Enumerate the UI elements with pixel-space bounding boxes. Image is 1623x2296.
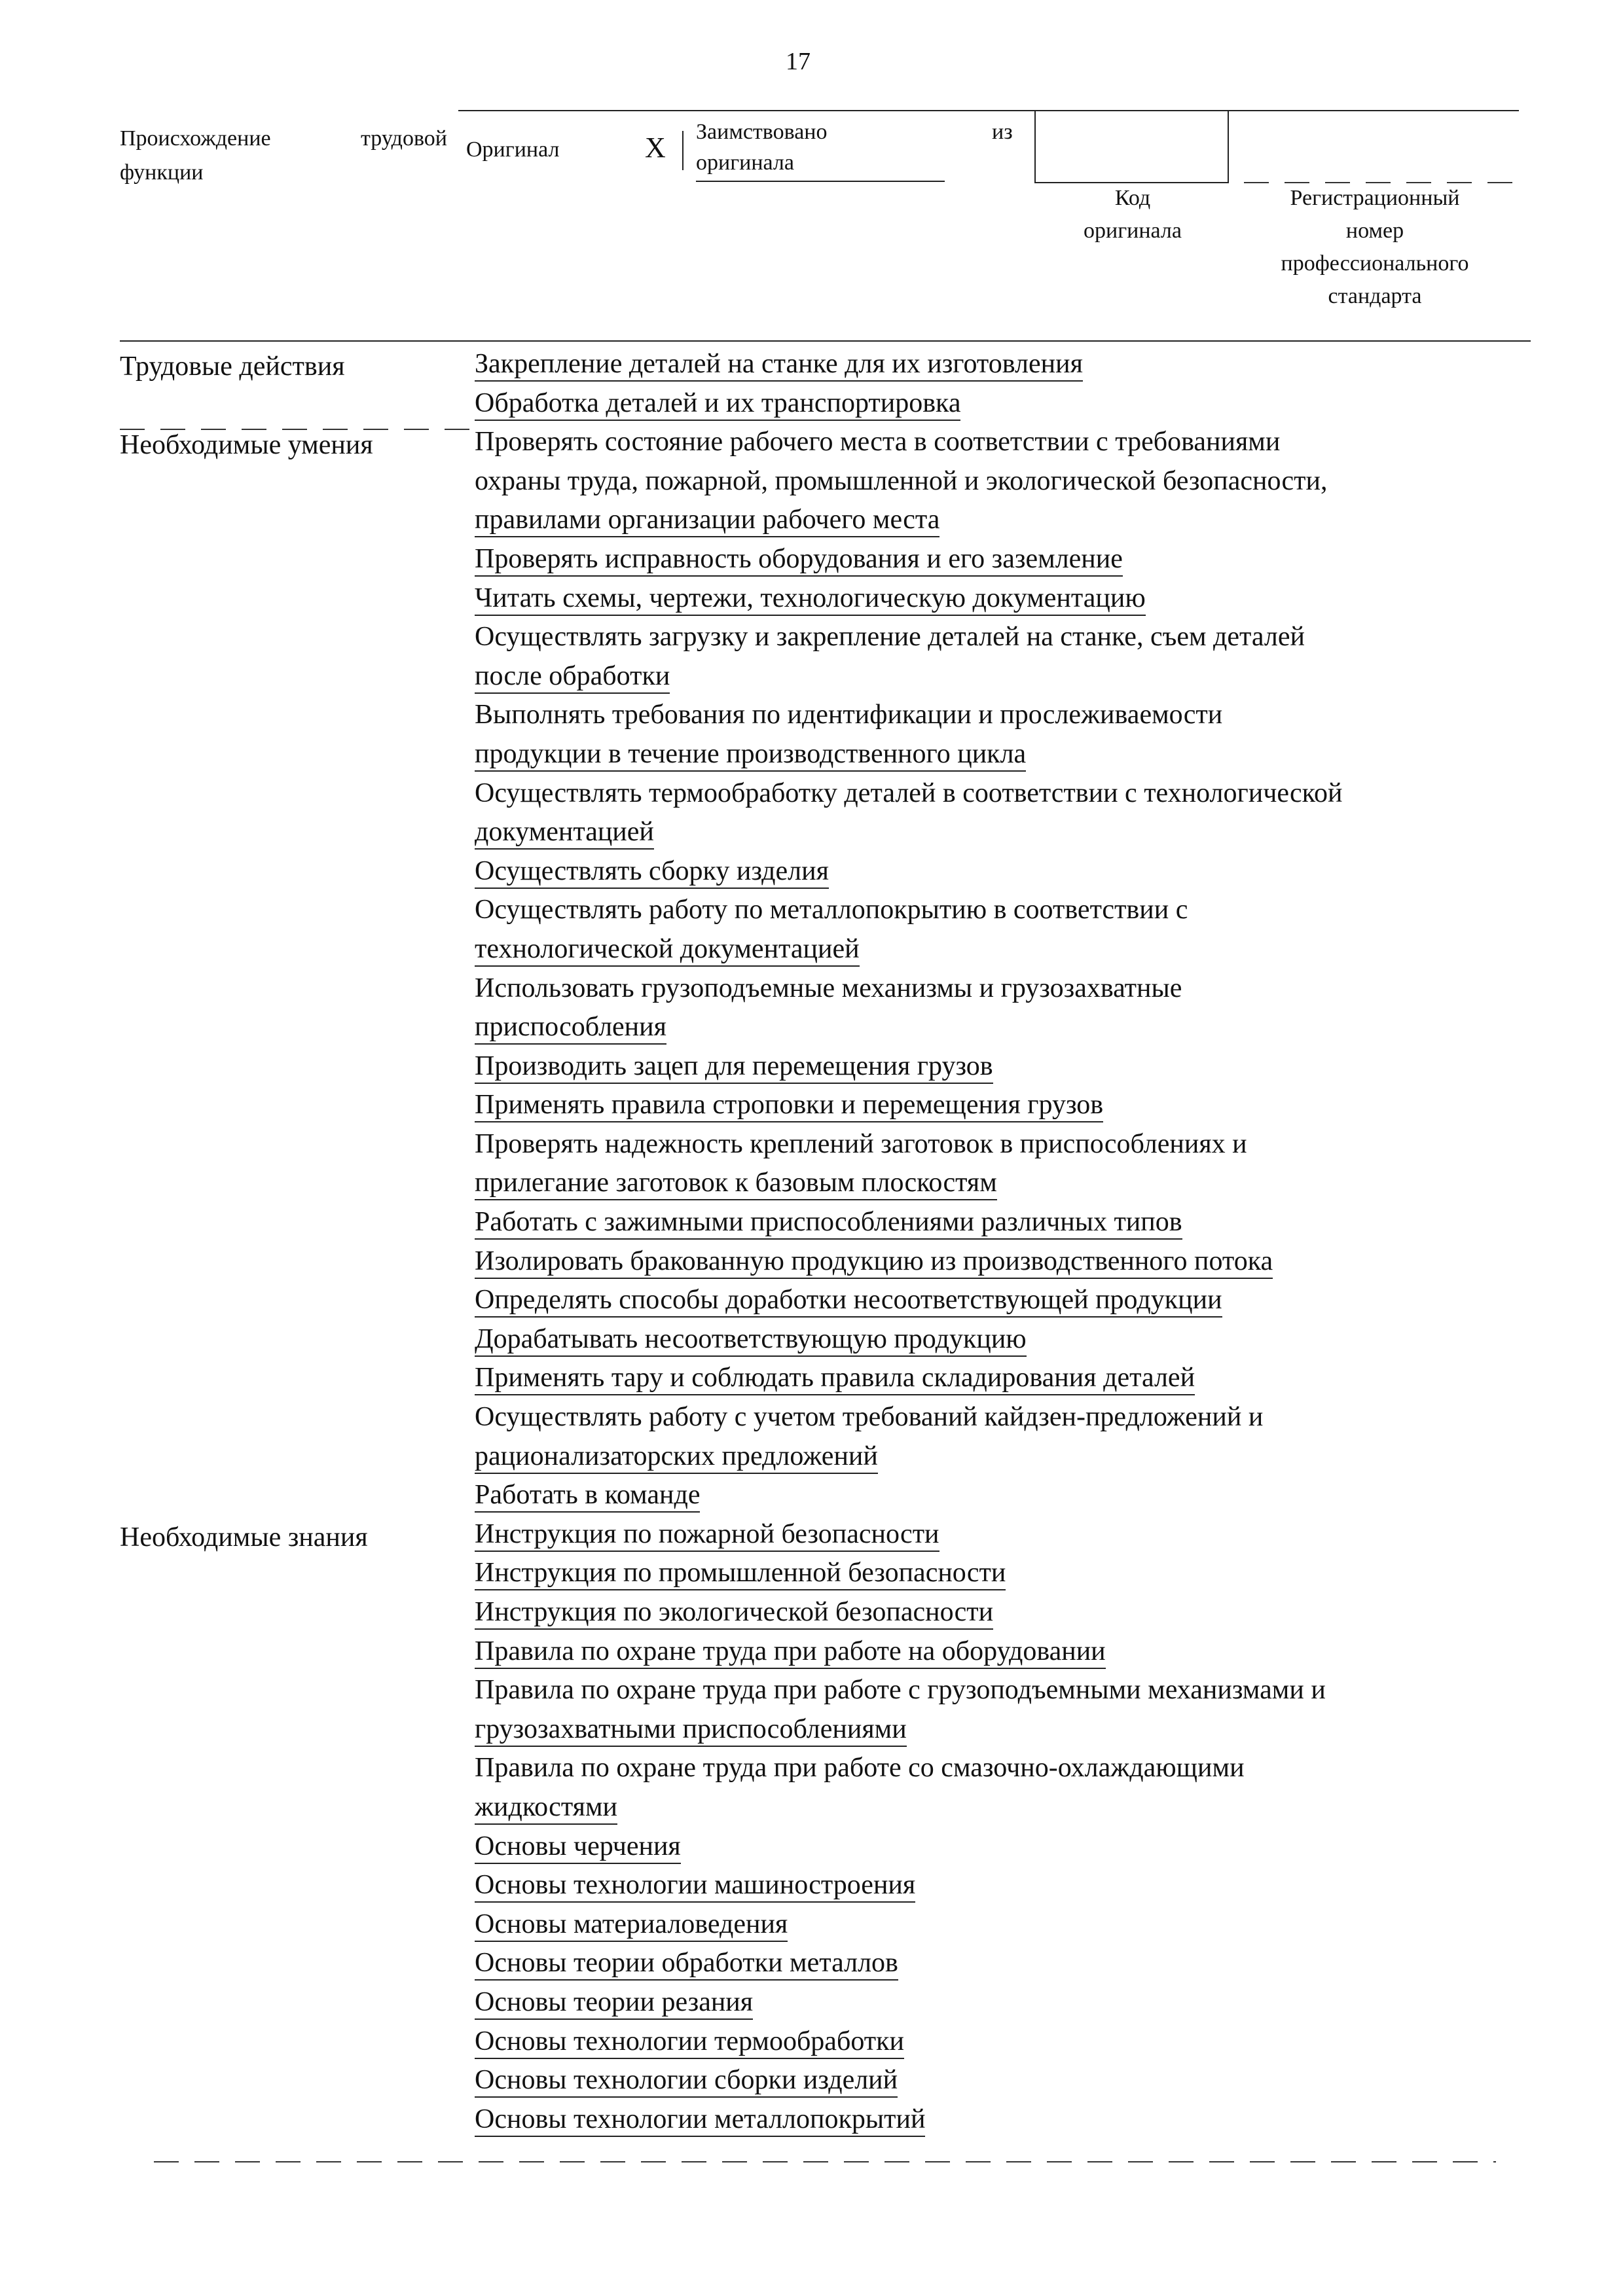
knowledge-label: Необходимые знания	[120, 1522, 368, 1552]
code-caption-line2: оригинала	[1084, 219, 1182, 243]
list-item	[475, 579, 1525, 619]
row-text: Работать с зажимными приспособлениями различных типов	[475, 1207, 1182, 1240]
row-text: Применять тару и соблюдать правила складирования деталей	[475, 1363, 1195, 1395]
origin-label-line1: Происхождение трудовой	[120, 126, 447, 151]
list-item	[475, 1827, 1525, 1867]
list-item	[475, 1905, 1525, 1945]
list-item	[475, 540, 1525, 579]
row-text: охраны труда, пожарной, промышленной и экологической безопасности,	[475, 465, 1328, 496]
original-label: Оригинал	[466, 137, 560, 162]
list-item	[475, 384, 1525, 423]
reg-caption-line3: профессионального	[1281, 251, 1469, 276]
borrowed-label-line1: Заимствовано	[696, 120, 828, 144]
row-text: Проверять надежность креплений заготовок в приспособлениях и	[475, 1128, 1247, 1159]
reg-caption-line4: стандарта	[1328, 284, 1422, 308]
row-text: Основы технологии металлопокрытий	[475, 2104, 925, 2137]
row-text: Основы технологии термообработки	[475, 2026, 904, 2059]
list-item	[475, 2061, 1525, 2100]
row-text: Основы теории обработки металлов	[475, 1948, 898, 1981]
list-item	[475, 1281, 1525, 1320]
row-text: технологической документацией	[475, 934, 860, 967]
row-text: Осуществлять загрузку и закрепление деталей на станке, съем деталей	[475, 622, 1305, 653]
table-top-border	[120, 340, 1531, 342]
list-item	[475, 1632, 1525, 1672]
list-item	[475, 501, 1525, 540]
row-text: Обработка деталей и их транспортировка	[475, 388, 960, 421]
list-item	[475, 1749, 1525, 1788]
origin-divider-1	[682, 131, 684, 170]
list-item	[475, 735, 1525, 774]
reg-caption-line2: номер	[1345, 219, 1404, 243]
row-text: Изолировать бракованную продукцию из производственного потока	[475, 1246, 1273, 1279]
row-text: Инструкция по экологической безопасности	[475, 1597, 993, 1630]
list-item	[475, 1437, 1525, 1477]
row-text: грузозахватными приспособлениями	[475, 1714, 907, 1747]
row-text: жидкостями	[475, 1792, 617, 1825]
row-text: Основы материаловедения	[475, 1909, 788, 1942]
row-text: Правила по охране труда при работе на оборудовании	[475, 1636, 1106, 1669]
list-item	[475, 930, 1525, 969]
row-text: после обработки	[475, 661, 670, 694]
reg-caption	[1231, 182, 1519, 313]
row-text: Закрепление деталей на станке для их изготовления	[475, 349, 1083, 382]
list-item	[475, 1983, 1525, 2022]
row-text: Использовать грузоподъемные механизмы и грузозахватные	[475, 973, 1182, 1003]
row-text: Определять способы доработки несоответствующей продукции	[475, 1285, 1222, 1318]
row-text: приспособления	[475, 1012, 666, 1045]
row-text: прилегание заготовок к базовым плоскостям	[475, 1168, 997, 1200]
code-caption-line1: Код	[1114, 186, 1151, 210]
content-rows	[475, 345, 1525, 2139]
row-text: Инструкция по пожарной безопасности	[475, 1519, 939, 1552]
list-item	[475, 1125, 1525, 1164]
borrowed-underline	[696, 181, 945, 182]
row-text: продукции в течение производственного цикла	[475, 739, 1026, 772]
row-text: Работать в команде	[475, 1480, 700, 1513]
list-item	[475, 774, 1525, 814]
row-text: Читать схемы, чертежи, технологическую документацию	[475, 583, 1146, 616]
original-mark: X	[645, 132, 666, 164]
list-item	[475, 969, 1525, 1009]
row-text: правилами организации рабочего места	[475, 505, 939, 537]
list-item	[475, 852, 1525, 891]
row-text: Выполнять требования по идентификации и прослеживаемости	[475, 700, 1223, 730]
list-item	[475, 657, 1525, 696]
list-item	[475, 1710, 1525, 1749]
list-item	[475, 1320, 1525, 1359]
list-item	[475, 1203, 1525, 1242]
list-item	[475, 1164, 1525, 1203]
list-item	[475, 1515, 1525, 1554]
list-item	[475, 1086, 1525, 1125]
row-text: Основы черчения	[475, 1831, 681, 1864]
list-item	[475, 1944, 1525, 1983]
page-number: 17	[786, 48, 811, 75]
borrowed-label-line2: оригинала	[696, 151, 794, 175]
reg-caption-line1: Регистрационный	[1290, 186, 1460, 210]
list-item	[475, 1788, 1525, 1827]
row-text: Применять правила строповки и перемещения грузов	[475, 1090, 1103, 1122]
row-text: Инструкция по промышленной безопасности	[475, 1558, 1006, 1590]
row-text: документацией	[475, 817, 654, 850]
list-item	[475, 891, 1525, 930]
row-text: Дорабатывать несоответствующую продукцию	[475, 1324, 1027, 1357]
table-bottom-border	[154, 2161, 1496, 2162]
skills-label: Необходимые умения	[120, 430, 373, 460]
list-item	[475, 423, 1525, 462]
row-text: рационализаторских предложений	[475, 1441, 878, 1474]
code-caption	[1041, 182, 1224, 247]
list-item	[475, 1242, 1525, 1282]
list-item	[475, 813, 1525, 852]
list-item	[475, 1593, 1525, 1632]
row-text: Основы технологии машиностроения	[475, 1870, 915, 1903]
list-item	[475, 462, 1525, 501]
list-item	[475, 1398, 1525, 1437]
code-cell-left	[1034, 111, 1036, 183]
row-text: Осуществлять работу с учетом требований кайдзен-предложений и	[475, 1402, 1264, 1433]
list-item	[475, 1866, 1525, 1905]
list-item	[475, 1671, 1525, 1710]
list-item	[475, 1047, 1525, 1086]
row-text: Осуществлять термообработку деталей в соответствии с технологической	[475, 778, 1343, 808]
actions-label: Трудовые действия	[120, 351, 345, 382]
row-text: Основы теории резания	[475, 1987, 753, 2020]
list-item	[475, 1554, 1525, 1593]
row-text: Правила по охране труда при работе со смазочно-охлаждающими	[475, 1753, 1245, 1784]
origin-label-line2: функции	[120, 160, 204, 185]
row-text: Проверять исправность оборудования и его заземление	[475, 544, 1123, 577]
row-text: Осуществлять работу по металлопокрытию в соответствии с	[475, 895, 1188, 925]
list-item	[475, 345, 1525, 384]
row-text: Осуществлять сборку изделия	[475, 856, 829, 889]
origin-top-line	[458, 110, 1519, 111]
row-text: Правила по охране труда при работе с грузоподъемными механизмами и	[475, 1675, 1326, 1706]
list-item	[475, 1476, 1525, 1515]
origin-label	[120, 122, 447, 190]
list-item	[475, 1008, 1525, 1047]
row-text: Проверять состояние рабочего места в соответствии с требованиями	[475, 427, 1281, 457]
list-item	[475, 2100, 1525, 2140]
row-text: Основы технологии сборки изделий	[475, 2065, 898, 2098]
list-item	[475, 696, 1525, 735]
list-item	[475, 1359, 1525, 1398]
list-item	[475, 2022, 1525, 2062]
from-label: из	[992, 120, 1013, 144]
list-item	[475, 618, 1525, 657]
row-text: Производить зацеп для перемещения грузов	[475, 1051, 993, 1084]
code-cell-right	[1228, 111, 1229, 183]
